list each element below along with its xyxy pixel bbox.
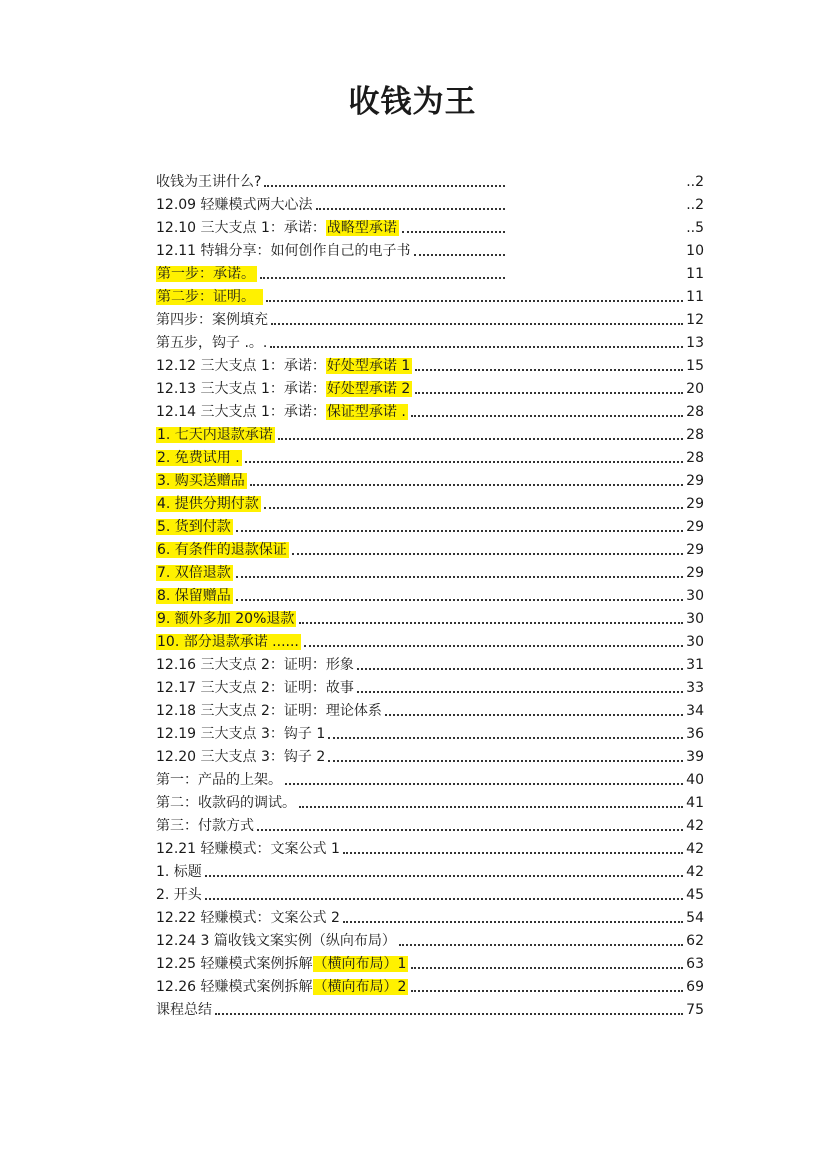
toc-entry-text: 第四步：案例填充 [156, 312, 268, 328]
toc-entry-text: 12.10 三大支点 1：承诺： [156, 220, 326, 236]
toc-entry[interactable] [156, 467, 704, 490]
toc-entry-text: 12.20 三大支点 3：钩子 2 [156, 749, 326, 765]
toc-entry[interactable] [156, 720, 704, 743]
toc-dot-leader [415, 391, 683, 394]
toc-dot-leader [236, 575, 683, 578]
toc-entry[interactable] [156, 329, 704, 352]
toc-entry-label [156, 633, 301, 651]
toc-entry-page-number: 28 [686, 450, 704, 466]
toc-entry-label [156, 196, 313, 214]
toc-entry-label [156, 357, 412, 375]
toc-entry-highlight: 8. 保留赠品 [157, 588, 231, 604]
toc-entry-label [156, 886, 202, 904]
toc-entry[interactable] [156, 191, 704, 214]
toc-entry-label [156, 219, 399, 237]
toc-dot-leader [260, 276, 505, 279]
toc-entry[interactable] [156, 352, 704, 375]
toc-entry-label [156, 748, 325, 766]
toc-entry-highlight: （横向布局）1 [313, 956, 407, 972]
toc-entry[interactable] [156, 237, 704, 260]
toc-entry[interactable] [156, 260, 704, 283]
toc-entry-label [156, 173, 261, 191]
toc-dot-leader [215, 1012, 683, 1015]
toc-entry[interactable] [156, 582, 704, 605]
toc-entry-page-number: ..2 [686, 197, 704, 213]
toc-entry-text: 第二：收款码的调试。 [156, 795, 296, 811]
toc-entry-text: 12.24 3 篇收钱文案实例（纵向布局） [156, 933, 396, 949]
toc-entry-page-number: 30 [686, 634, 704, 650]
toc-entry-page-number: 75 [686, 1002, 704, 1018]
toc-entry-label [156, 403, 408, 421]
toc-entry-page-number: 11 [686, 266, 704, 282]
toc-dot-leader [266, 299, 683, 302]
toc-dot-leader [385, 713, 683, 716]
toc-entry[interactable] [156, 881, 704, 904]
toc-entry-label [156, 242, 411, 260]
toc-dot-leader [399, 943, 683, 946]
toc-entry-highlight: （横向布局）2 [313, 979, 407, 995]
toc-entry-text: 2. 开头 [156, 887, 202, 903]
toc-entry-label [156, 610, 296, 628]
toc-entry[interactable] [156, 559, 704, 582]
toc-entry-highlight: 第二步：证明。 [156, 289, 263, 305]
toc-entry-page-number: 36 [686, 726, 704, 742]
toc-entry-label [156, 932, 396, 950]
toc-entry[interactable] [156, 743, 704, 766]
toc-entry-label [156, 794, 296, 812]
toc-entry-page-number: 30 [686, 588, 704, 604]
toc-entry-page-number: 31 [686, 657, 704, 673]
toc-entry[interactable] [156, 398, 704, 421]
toc-entry[interactable] [156, 283, 704, 306]
toc-entry[interactable] [156, 375, 704, 398]
toc-entry-text: 12.14 三大支点 1：承诺： [156, 404, 326, 420]
toc-entry-page-number: 10 [686, 243, 704, 259]
toc-dot-leader [271, 322, 683, 325]
toc-entry[interactable] [156, 490, 704, 513]
toc-entry-text: 12.25 轻赚模式案例拆解 [156, 956, 313, 972]
toc-entry-page-number: 34 [686, 703, 704, 719]
toc-entry-text: 课程总结 [156, 1002, 212, 1018]
toc-dot-leader [415, 368, 683, 371]
toc-entry-label [156, 334, 267, 352]
toc-entry-label [156, 518, 233, 536]
toc-entry[interactable] [156, 605, 704, 628]
toc-entry-text: 12.21 轻赚模式：文案公式 1 [156, 841, 340, 857]
toc-entry-page-number: 11 [686, 289, 704, 305]
toc-entry-page-number: 63 [686, 956, 704, 972]
toc-dot-leader [257, 828, 683, 831]
toc-dot-leader [316, 207, 505, 210]
toc-entry-page-number: 29 [686, 542, 704, 558]
toc-entry-page-number: 39 [686, 749, 704, 765]
toc-entry-highlight: 1. 七天内退款承诺 [157, 427, 273, 443]
toc-entry[interactable] [156, 789, 704, 812]
toc-entry-label [156, 564, 233, 582]
toc-entry-label [156, 472, 247, 490]
toc-entry[interactable] [156, 996, 704, 1019]
toc-entry-page-number: 15 [686, 358, 704, 374]
toc-dot-leader [299, 621, 683, 624]
toc-dot-leader [343, 851, 683, 854]
toc-entry-highlight: 4. 提供分期付款 [157, 496, 259, 512]
toc-entry-page-number: 41 [686, 795, 704, 811]
toc-dot-leader [304, 644, 683, 647]
toc-entry-text: 12.22 轻赚模式：文案公式 2 [156, 910, 340, 926]
toc-entry-label [156, 265, 257, 283]
toc-entry-page-number: 42 [686, 818, 704, 834]
toc-entry-label [156, 426, 275, 444]
toc-entry-page-number: 33 [686, 680, 704, 696]
toc-entry-highlight: 战略型承诺 [326, 220, 397, 236]
toc-entry[interactable] [156, 812, 704, 835]
toc-entry[interactable] [156, 536, 704, 559]
toc-entry-page-number: 28 [686, 404, 704, 420]
toc-entry-text: 12.11 特辑分享：如何创作自己的电子书 [156, 243, 411, 259]
toc-entry-label [156, 909, 340, 927]
toc-entry[interactable] [156, 973, 704, 996]
toc-dot-leader [411, 966, 683, 969]
toc-entry-highlight: 10. 部分退款承诺 ...... [157, 634, 299, 650]
toc-entry-page-number: 54 [686, 910, 704, 926]
toc-dot-leader [402, 230, 505, 233]
toc-entry-text: 12.26 轻赚模式案例拆解 [156, 979, 313, 995]
toc-entry-text: 第一：产品的上架。 [156, 772, 282, 788]
toc-entry[interactable] [156, 927, 704, 950]
toc-dot-leader [278, 437, 683, 440]
toc-entry-text: 12.12 三大支点 1：承诺： [156, 358, 326, 374]
toc-dot-leader [299, 805, 683, 808]
toc-dot-leader [205, 874, 683, 877]
toc-entry-highlight: 7. 双倍退款 [157, 565, 231, 581]
toc-entry-label [156, 541, 289, 559]
toc-entry-highlight: 第一步：承诺。 [157, 266, 255, 282]
toc-entry-highlight: 9. 额外多加 20%退款 [157, 611, 295, 627]
toc-entry-text: 12.17 三大支点 2：证明：故事 [156, 680, 354, 696]
toc-dot-leader [285, 782, 683, 785]
toc-dot-leader [411, 414, 683, 417]
toc-entry-text: 第五步，钩子 .。. [156, 335, 268, 351]
toc-dot-leader [343, 920, 683, 923]
toc-entry[interactable] [156, 858, 704, 881]
toc-entry-label [156, 771, 282, 789]
toc-entry-label [156, 1001, 212, 1019]
toc-entry[interactable] [156, 904, 704, 927]
toc-entry[interactable] [156, 651, 704, 674]
toc-entry[interactable] [156, 697, 704, 720]
toc-entry-label [156, 311, 268, 329]
toc-dot-leader [411, 989, 683, 992]
toc-entry-label [156, 863, 202, 881]
toc-dot-leader [205, 897, 683, 900]
toc-entry-page-number: 42 [686, 841, 704, 857]
toc-entry-label [156, 679, 354, 697]
page-title: 收钱为王 [348, 84, 477, 120]
toc-entry-text: 12.13 三大支点 1：承诺： [156, 381, 326, 397]
toc-dot-leader [414, 253, 505, 256]
toc-entry-page-number: 29 [686, 565, 704, 581]
toc-entry-label [156, 288, 263, 306]
toc-entry-label [156, 817, 254, 835]
toc-entry-highlight: 6. 有条件的退款保证 [157, 542, 287, 558]
toc-dot-leader [250, 483, 683, 486]
toc-entry-page-number: 45 [686, 887, 704, 903]
toc-entry-page-number: 30 [686, 611, 704, 627]
toc-dot-leader [357, 690, 683, 693]
toc-entry-page-number: 69 [686, 979, 704, 995]
toc-entry-label [156, 840, 340, 858]
toc-dot-leader [264, 506, 683, 509]
toc-entry-text: 第三：付款方式 [156, 818, 254, 834]
toc-entry-page-number: 29 [686, 473, 704, 489]
toc-entry-label [156, 978, 408, 996]
toc-entry-page-number: 28 [686, 427, 704, 443]
toc-entry-label [156, 656, 354, 674]
toc-entry-page-number: 29 [686, 519, 704, 535]
toc-entry-page-number: ..5 [686, 220, 704, 236]
toc-entry[interactable] [156, 214, 704, 237]
toc-dot-leader [264, 184, 505, 187]
toc-entry-text: 12.18 三大支点 2：证明：理论体系 [156, 703, 382, 719]
toc-entry-label [156, 495, 261, 513]
toc-entry-highlight: 好处型承诺 1 [326, 358, 411, 374]
toc-dot-leader [236, 529, 683, 532]
toc-entry-text: 12.16 三大支点 2：证明：形象 [156, 657, 354, 673]
toc-entry[interactable] [156, 628, 704, 651]
toc-dot-leader [270, 345, 683, 348]
toc-entry[interactable] [156, 421, 704, 444]
toc-entry-page-number: 42 [686, 864, 704, 880]
toc-entry-page-number: 12 [686, 312, 704, 328]
toc-dot-leader [236, 598, 683, 601]
toc-entry[interactable] [156, 444, 704, 467]
toc-entry[interactable] [156, 306, 704, 329]
toc-dot-leader [245, 460, 683, 463]
toc-entry-label [156, 725, 325, 743]
toc-entry-page-number: 20 [686, 381, 704, 397]
toc-entry-page-number: ..2 [686, 174, 704, 190]
toc-entry[interactable] [156, 168, 704, 191]
toc-entry-highlight: 保证型承诺 . [326, 404, 406, 420]
toc-dot-leader [328, 736, 683, 739]
toc-entry-page-number: 62 [686, 933, 704, 949]
toc-entry-page-number: 29 [686, 496, 704, 512]
toc-entry-highlight: 5. 货到付款 [157, 519, 231, 535]
toc-entry-label [156, 449, 242, 467]
toc-entry-text: 12.19 三大支点 3：钩子 1 [156, 726, 326, 742]
toc-dot-leader [292, 552, 683, 555]
toc-entry-highlight: 2. 免费试用 . [157, 450, 240, 466]
toc-entry-label [156, 380, 412, 398]
toc-entry-page-number: 13 [686, 335, 704, 351]
toc-entry-highlight: 3. 购买送赠品 [157, 473, 245, 489]
toc-entry-text: 收钱为王讲什么? [156, 174, 262, 190]
toc-entry-text: 1. 标题 [156, 864, 202, 880]
toc-entry-label [156, 702, 382, 720]
toc-entry[interactable] [156, 766, 704, 789]
toc-entry[interactable] [156, 950, 704, 973]
toc-entry[interactable] [156, 513, 704, 536]
toc-entry-page-number: 40 [686, 772, 704, 788]
toc-entry-label [156, 587, 233, 605]
toc-dot-leader [328, 759, 683, 762]
toc-entry[interactable] [156, 835, 704, 858]
toc-entry-text: 12.09 轻赚模式两大心法 [156, 197, 313, 213]
table-of-contents [156, 168, 704, 1019]
toc-dot-leader [357, 667, 683, 670]
toc-entry-label [156, 955, 408, 973]
toc-entry-highlight: 好处型承诺 2 [326, 381, 411, 397]
toc-entry[interactable] [156, 674, 704, 697]
